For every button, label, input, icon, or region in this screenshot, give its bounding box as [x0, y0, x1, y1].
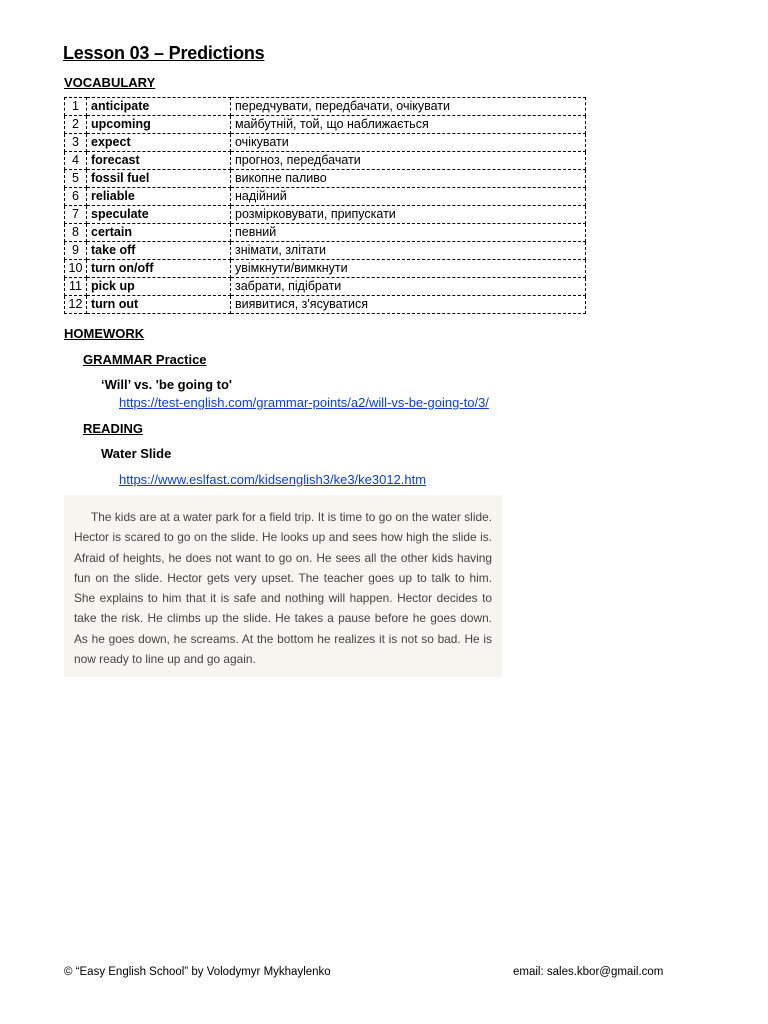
vocabulary-word: forecast — [87, 152, 231, 170]
vocabulary-translation: прогноз, передбачати — [231, 152, 586, 170]
row-number: 6 — [65, 188, 87, 206]
vocabulary-row — [65, 242, 586, 260]
vocabulary-translation: передчувати, передбачати, очікувати — [231, 98, 586, 116]
vocabulary-table — [64, 97, 586, 314]
reading-story-link[interactable]: https://www.eslfast.com/kidsenglish3/ke3/ke3012.htm — [119, 472, 427, 487]
grammar-practice-heading: GRAMMAR Practice — [83, 352, 207, 367]
reading-heading: READING — [83, 421, 143, 436]
grammar-topic-title: ‘Will’ vs. 'be going to' — [101, 377, 233, 392]
reading-passage-box — [64, 495, 502, 677]
vocabulary-word: turn out — [87, 296, 231, 314]
vocabulary-translation: певний — [231, 224, 586, 242]
vocabulary-translation: увімкнути/вимкнути — [231, 260, 586, 278]
vocabulary-translation: очікувати — [231, 134, 586, 152]
vocabulary-word: fossil fuel — [87, 170, 231, 188]
vocabulary-word: take off — [87, 242, 231, 260]
vocabulary-translation: забрати, підібрати — [231, 278, 586, 296]
reading-story-title: Water Slide — [101, 446, 172, 461]
vocabulary-word: speculate — [87, 206, 231, 224]
reading-passage-text: The kids are at a water park for a field trip. It is time to go on the water slide. Hector is scared to go on the slide. He looks up and sees how high the slide is. Afraid of heights, he does not want to go on. He sees all the other kids having fun on the slide. Hector gets very upset. The teacher goes up to talk to him. She explains to him that it is safe and nothing will happen. Hector decides to take the risk. He climbs up the slide. He takes a pause before he goes down. As he goes down, he screams. At the bottom he realizes it is not so bad. He is now ready to line up and go again. — [74, 510, 492, 667]
vocabulary-word: expect — [87, 134, 231, 152]
vocabulary-row — [65, 152, 586, 170]
vocabulary-translation: викопне паливо — [231, 170, 586, 188]
footer-copyright: © “Easy English School” by Volodymyr Mykhaylenko — [64, 966, 331, 978]
vocabulary-word: anticipate — [87, 98, 231, 116]
homework-heading: HOMEWORK — [64, 326, 145, 341]
vocabulary-row — [65, 206, 586, 224]
vocabulary-row — [65, 188, 586, 206]
page-title: Lesson 03 – Predictions — [63, 43, 265, 63]
vocabulary-row — [65, 170, 586, 188]
vocabulary-translation: майбутній, той, що наближається — [231, 116, 586, 134]
row-number: 12 — [65, 296, 87, 314]
row-number: 11 — [65, 278, 87, 296]
row-number: 10 — [65, 260, 87, 278]
vocabulary-translation: виявитися, з'ясуватися — [231, 296, 586, 314]
row-number: 7 — [65, 206, 87, 224]
vocabulary-row — [65, 278, 586, 296]
vocabulary-translation: надійний — [231, 188, 586, 206]
vocabulary-row — [65, 116, 586, 134]
vocabulary-word: turn on/off — [87, 260, 231, 278]
vocabulary-word: pick up — [87, 278, 231, 296]
vocabulary-row — [65, 98, 586, 116]
vocabulary-row — [65, 134, 586, 152]
vocabulary-translation: знімати, злітати — [231, 242, 586, 260]
vocabulary-translation: розмірковувати, припускати — [231, 206, 586, 224]
row-number: 2 — [65, 116, 87, 134]
vocabulary-row — [65, 260, 586, 278]
vocabulary-row — [65, 224, 586, 242]
vocabulary-row — [65, 296, 586, 314]
footer-email: email: sales.kbor@gmail.com — [513, 966, 664, 978]
vocabulary-table-body — [65, 98, 586, 314]
vocabulary-word: reliable — [87, 188, 231, 206]
row-number: 9 — [65, 242, 87, 260]
row-number: 5 — [65, 170, 87, 188]
grammar-practice-link[interactable]: https://test-english.com/grammar-points/a2/will-vs-be-going-to/3/ — [119, 395, 489, 410]
vocabulary-word: upcoming — [87, 116, 231, 134]
row-number: 1 — [65, 98, 87, 116]
row-number: 8 — [65, 224, 87, 242]
vocabulary-heading: VOCABULARY — [64, 75, 156, 90]
row-number: 3 — [65, 134, 87, 152]
row-number: 4 — [65, 152, 87, 170]
vocabulary-word: certain — [87, 224, 231, 242]
